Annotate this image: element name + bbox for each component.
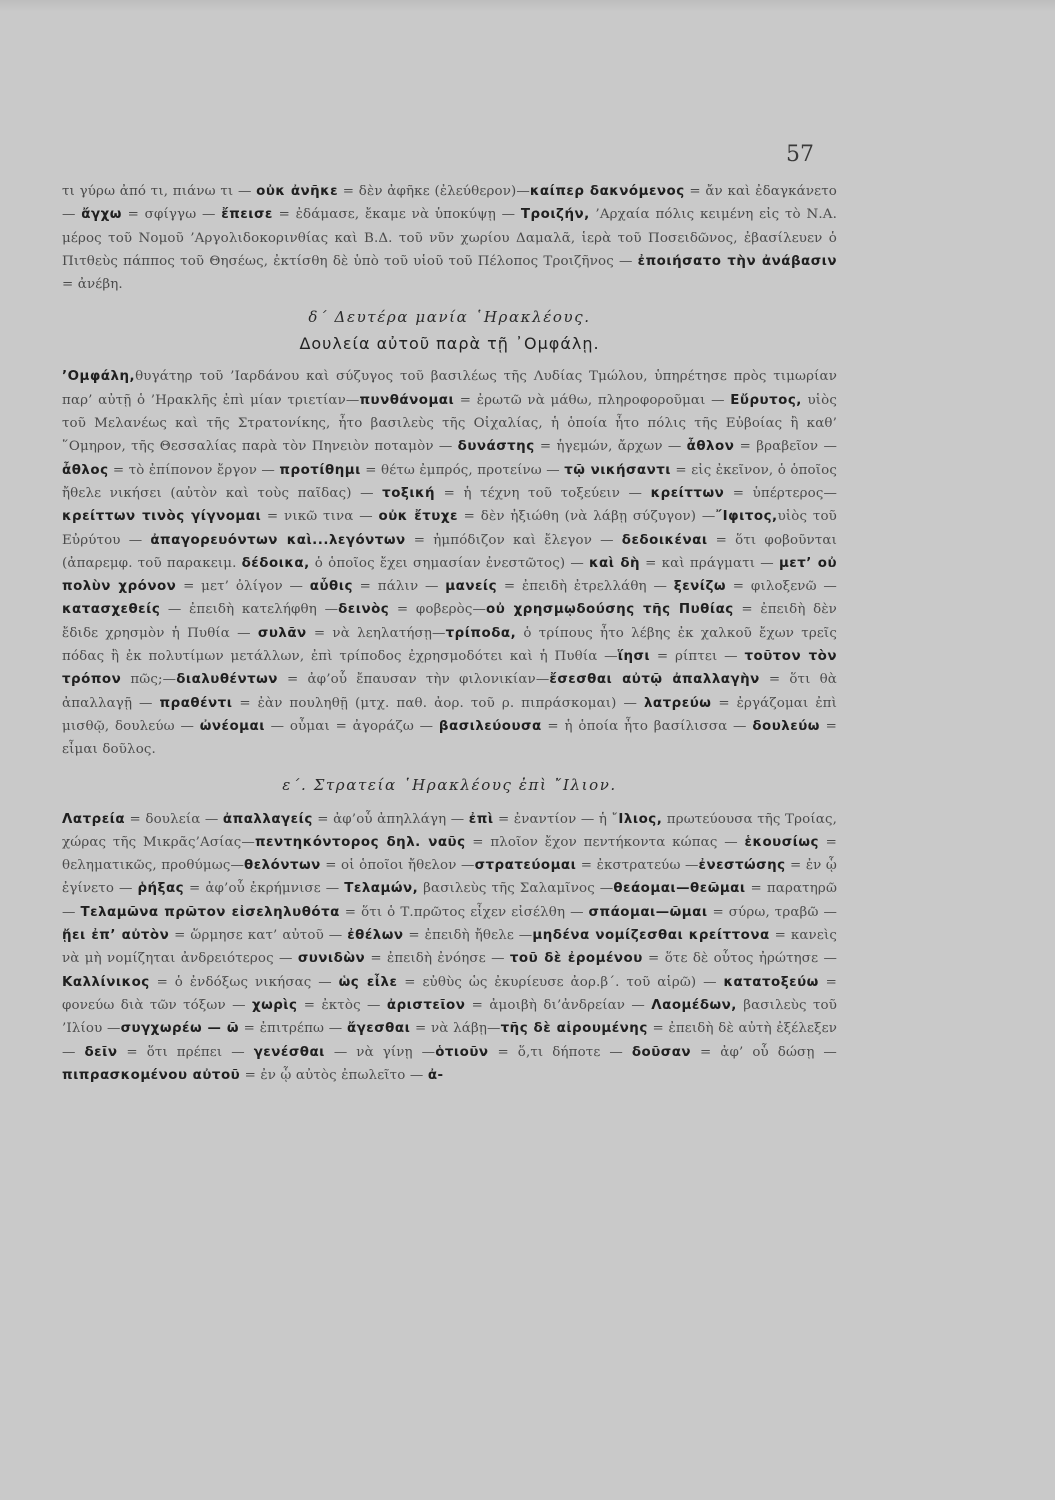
glossary-definition: = ἀφ’ οὗ δώσῃ — [691, 1044, 837, 1060]
glossary-definition: = ἐκστρατεύω — [576, 858, 699, 874]
glossary-term: Ιλιος, [618, 811, 663, 827]
glossary-definition: = ἐπειδὴ δὲν ἔδιδε χρησμὸν ἡ Πυθία — [62, 602, 837, 641]
glossary-term: συνιδὼν [297, 951, 366, 967]
glossary-definition: θυγάτηρ τοῦ ’Ιαρδάνου καὶ σύζυγος τοῦ βασιλέως τῆς Λυδίας Τμώλου, ὑπηρέτησε πρὸς τιμωρίαν παρ’ αὐτῇ ὁ ’Ηρακλῆς ἐπὶ μίαν τριετίαν— [62, 369, 837, 408]
glossary-term: κρείττων τινὸς γίγνομαι [62, 509, 262, 525]
glossary-term: ἵησι [617, 649, 651, 665]
glossary-definition: πῶς;— [121, 672, 177, 688]
glossary-definition: = δὲν ἠξιώθη (νὰ λάβῃ σύζυγον) — [457, 509, 716, 525]
glossary-definition: = σύρω, τραβῶ — [707, 904, 837, 920]
glossary-term: μανείς [445, 579, 498, 595]
glossary-definition: = ἀφ’οὗ ἔπαυσαν τὴν φιλονικίαν— [277, 672, 550, 688]
glossary-term: καὶ δὴ [589, 555, 641, 571]
glossary-term: Τελαμῶνα πρῶτον εἰσεληλυθότα [80, 904, 340, 920]
glossary-term: Καλλίνικος [62, 974, 150, 990]
glossary-term: ἆθλος [62, 462, 109, 478]
glossary-term: οὐκ ἔτυχε [378, 509, 458, 525]
glossary-term: στρατεύομαι [474, 858, 577, 874]
glossary-term: οὐκ ἀνῆκε [256, 184, 339, 199]
glossary-term: ἀπαγορευόντων καὶ...λεγόντων [150, 532, 406, 548]
glossary-definition: βασιλεὺς τοῦ ’Ιλίου — [62, 997, 838, 1037]
glossary-definition: = ἐν ᾧ ἐγίνετο — [62, 858, 837, 897]
glossary-definition: = βραβεῖον — [734, 439, 837, 455]
glossary-definition: = ἐν ᾧ αὐτὸς ἐπωλεῖτο — [240, 1067, 428, 1083]
glossary-term: ’Ομφάλη, [62, 369, 136, 385]
glossary-definition: = ἀμοιβὴ δι’ἀνδρείαν — [465, 997, 652, 1013]
glossary-definition: = θεληματικῶς, προθύμως— [62, 834, 838, 874]
glossary-term: Εὔρυτος, [730, 392, 802, 408]
glossary-definition: = ὅτι ὁ Τ.πρῶτος εἶχεν εἰσέλθη — [339, 904, 589, 920]
glossary-definition: = εἰς ἐκεῖνον, ὁ ὁποῖος ἤθελε νικήσει (αὐτὸν καὶ τοὺς παῖδας) — [62, 462, 838, 501]
page-number: 57 [786, 142, 814, 167]
glossary-term: χωρὶς [251, 997, 298, 1013]
glossary-term: ἀ- [427, 1067, 444, 1083]
glossary-term: πιπρασκομένου αὐτοῦ [62, 1067, 241, 1083]
glossary-definition: υἱὸς τοῦ Μελανέως καὶ τῆς Στρατονίκης, ἦτο βασιλεὺς τῆς Οἰχαλίας, ἡ ὁποία ἦτο πόλις τῆς Εὐβοίας ἢ καθ’ ῞Ομηρον, τῆς Θεσσαλίας παρὰ τὸν Πηνειὸν ποταμὸν — [62, 392, 838, 455]
glossary-term: δοῦσαν [631, 1044, 692, 1060]
glossary-term: γενέσθαι [253, 1044, 325, 1060]
glossary-definition: = δὲν ἀφῆκε (ἐλεύθερον)— [338, 184, 530, 199]
glossary-definition: — νὰ γίνῃ — [324, 1044, 436, 1060]
glossary-term: δυνάστης [457, 439, 535, 455]
glossary-text [62, 180, 837, 1087]
glossary-definition: = ἐρωτῶ νὰ μάθω, πληροφοροῦμαι — [454, 392, 731, 408]
glossary-term: ῎Ιφιτος, [715, 509, 778, 525]
glossary-definition: υἱὸς τοῦ Εὐρύτου — [62, 509, 837, 548]
glossary-definition: = ἐπειδὴ δὲ αὐτὴ ἐξέλεξεν — [62, 1021, 837, 1060]
glossary-term: σπάομαι—ῶμαι [588, 904, 708, 920]
glossary-definition: = φοβερὸς— [389, 602, 487, 618]
glossary-term: ἐνεστώσης [698, 858, 786, 874]
glossary-definition: = νικῶ τινα — [261, 509, 379, 525]
section-heading-italic: ε΄. Στρατεία ῾Ηρακλέους ἐπὶ ῎Ιλιον. [282, 775, 617, 794]
glossary-definition: = ἐκτὸς — [297, 997, 387, 1013]
glossary-term: λατρεύω [643, 695, 712, 711]
glossary-term: ἆθλον [686, 439, 735, 455]
glossary-term: πεντηκόντορος δηλ. ναῦς [254, 834, 466, 850]
glossary-term: Τελαμών, [344, 881, 419, 897]
glossary-term: ἀριστεῖον [386, 997, 466, 1013]
glossary-definition: = ἐργάζομαι ἐπὶ μισθῷ, δουλεύω — [62, 695, 837, 734]
glossary-term: θεάομαι—θεῶμαι [613, 881, 746, 897]
glossary-definition: = ἡ τέχνη τοῦ τοξεύειν — [435, 485, 651, 501]
glossary-definition: = τὸ ἐπίπονον ἔργον — [108, 462, 280, 478]
glossary-definition: = θέτω ἐμπρός, προτείνω — [360, 462, 565, 478]
glossary-term: τοῦ δὲ ἐρομένου [509, 951, 643, 967]
paragraph-ilion [62, 808, 837, 1088]
glossary-definition: = ἀφ’οὗ ἀπηλλάγη — [312, 811, 469, 827]
glossary-term: ἐπὶ [468, 811, 494, 827]
glossary-term: πραθέντι [159, 695, 233, 711]
glossary-definition: = οἱ ὁποῖοι ἤθελον — [320, 858, 475, 874]
glossary-definition: = φονεύω διὰ τῶν τόξων — [62, 974, 837, 1013]
glossary-term: ἐποιήσατο τὴν ἀνάβασιν [637, 253, 838, 269]
glossary-definition: = ἐπιτρέπω — [239, 1021, 347, 1037]
glossary-term: συγχωρέω — ῶ [120, 1021, 240, 1037]
glossary-definition: = ἐναντίον — ἡ ῎ [493, 811, 619, 827]
glossary-term: ὁτιοῦν [435, 1044, 489, 1060]
glossary-definition: = ἡ ὁποία ἦτο βασίλισσα — [541, 718, 753, 734]
paragraph-continuation [62, 180, 837, 296]
glossary-term: δεινὸς [338, 602, 390, 618]
glossary-definition: = ἐπειδὴ ἤθελε — [403, 928, 533, 944]
glossary-term: ἐθέλων [347, 928, 404, 944]
glossary-definition: = παρατηρῶ— [62, 881, 838, 920]
glossary-term: καίπερ δακνόμενος [529, 184, 685, 199]
glossary-definition: = καὶ πράγματι — [640, 555, 779, 571]
glossary-term: προτίθημι [279, 462, 361, 478]
glossary-definition: ὁ τρίπους ἦτο λέβης ἐκ χαλκοῦ ἔχων τρεῖς πόδας ἢ ἐκ πολυτίμων μετάλλων, ἐπὶ τρίποδος ἐχρησμοδότει καὶ ἡ Πυθία — [62, 625, 837, 665]
glossary-definition: = ἐπειδὴ ἐνόησε — [365, 951, 510, 967]
glossary-term: τῆς δὲ αἱρουμένης [500, 1021, 648, 1037]
glossary-definition: βασιλεὺς τῆς Σαλαμῖνος — [418, 881, 614, 897]
glossary-definition: = ὅτε δὲ οὗτος ἠρώτησε — [642, 951, 837, 967]
glossary-term: ξενίζω [673, 579, 727, 595]
glossary-definition: = εὐθὺς ὡς ἐκυρίευσε ἀορ.β΄. τοῦ αἱρῶ) — [397, 974, 724, 990]
glossary-definition: — ἐπειδὴ κατελήφθη — [160, 602, 339, 618]
glossary-term: κατατοξεύω [723, 974, 819, 990]
glossary-term: τοξική [382, 485, 436, 501]
glossary-term: αὖθις [309, 579, 353, 595]
glossary-term: ᾔει ἐπ’ αὐτὸν [62, 928, 170, 944]
glossary-definition: ’Αρχαία πόλις κειμένη εἰς τὸ Ν.Α. μέρος τοῦ Νομοῦ ’Αργολιδοκορινθίας καὶ Β.Δ. τοῦ νῦν χωρίου Δαμαλᾶ, ἱερὰ τοῦ Ποσειδῶνος, ἐβασίλευεν ὁ Πιτθεὺς πάππος τοῦ Θησέως, ἐκτίσθη δὲ ὑπὸ τοῦ υἱοῦ τοῦ Πέλοπος Τροιζῆνος — [62, 207, 837, 269]
glossary-definition: — οὖμαι = ἀγοράζω — [264, 718, 439, 734]
glossary-definition: = νὰ λεηλατήσῃ— [306, 625, 446, 641]
glossary-term: θελόντων [244, 858, 321, 874]
glossary-term: ὠνέομαι [199, 718, 265, 734]
glossary-term: ὡς εἶλε [338, 974, 398, 990]
glossary-term: δέδοικα, [241, 555, 310, 571]
glossary-definition: = ὥρμησε κατ’ αὐτοῦ — [169, 928, 348, 944]
glossary-definition: = κανεὶς νὰ μὴ νομίζηται ἀνδρειότερος — [62, 928, 837, 967]
glossary-definition: = φιλοξενῶ — [726, 579, 837, 595]
glossary-definition: = ἄν καὶ ἐδαγκάνετο — [62, 184, 837, 223]
glossary-term: Λατρεία [62, 811, 126, 827]
section-heading: Δουλεία αὐτοῦ παρὰ τῇ ᾿Ομφάλῃ. [299, 334, 600, 354]
glossary-definition: = ὅ,τι δήποτε — [488, 1044, 632, 1060]
glossary-definition: = εἶμαι δοῦλος. [62, 718, 837, 758]
glossary-definition: = ἠμπόδιζον καὶ ἔλεγον — [405, 532, 622, 548]
glossary-term: ἑκουσίως [744, 834, 819, 850]
glossary-term: βασιλεύουσα [438, 718, 542, 734]
glossary-definition: ὁ ὁποῖος ἔχει σημασίαν ἐνεστῶτος) — [309, 555, 590, 571]
glossary-definition: = ἐπειδὴ ἐτρελλάθη — [497, 579, 674, 595]
glossary-term: Τροιζήν, [520, 207, 590, 223]
glossary-definition: = ἀφ’οὗ ἐκρήμνισε — [184, 881, 345, 897]
glossary-term: τοῦτον τὸν τρόπον [62, 649, 837, 688]
glossary-term: ἄγχω [81, 207, 122, 223]
glossary-term: ῥήξας [137, 881, 185, 897]
glossary-definition: τι γύρω ἀπό τι, πιάνω τι — [62, 184, 257, 199]
glossary-term: μηδένα νομίζεσθαι κρείττονα [532, 928, 770, 944]
glossary-term: κατασχεθείς [62, 602, 161, 618]
section-heading-italic: δ΄ Δευτέρα μανία ῾Ηρακλέους. [308, 308, 591, 327]
glossary-definition: πρωτεύουσα τῆς Τροίας, χώρας τῆς Μικρᾶς’Ασίας— [62, 811, 838, 850]
glossary-definition: = ρίπτει — [650, 649, 745, 665]
glossary-definition: = μετ’ ὀλίγον — [176, 579, 310, 595]
glossary-term: συλᾶν [257, 625, 307, 641]
paragraph-omphale [62, 365, 837, 761]
page-top-edge [0, 0, 1055, 12]
glossary-term: ἄγεσθαι [346, 1021, 411, 1037]
glossary-term: δεῖν [84, 1044, 118, 1060]
glossary-definition: = ὅτι πρέπει — [117, 1044, 254, 1060]
glossary-term: μετ’ οὐ πολὺν χρόνον [62, 555, 837, 595]
glossary-definition: = πλοῖον ἔχον πεντήκοντα κώπας — [465, 834, 745, 850]
glossary-definition: = ἐδάμασε, ἔκαμε νὰ ὑποκύψῃ — [272, 207, 521, 223]
glossary-term: οὐ χρησμῳδούσης τῆς Πυθίας [486, 602, 734, 618]
glossary-term: πυνθάνομαι [359, 392, 455, 408]
glossary-term: δουλεύω [752, 718, 820, 734]
glossary-definition: = ὅτι θὰ ἀπαλλαγῇ — [62, 672, 837, 711]
glossary-definition: = ὅτι φοβοῦνται (ἀπαρεμφ. τοῦ παρακειμ. [62, 532, 838, 571]
glossary-definition: = νὰ λάβῃ— [410, 1021, 501, 1037]
glossary-definition: = ἡγεμών, ἄρχων — [534, 439, 687, 455]
glossary-term: τρίποδα, [445, 625, 517, 641]
glossary-term: Λαομέδων, [651, 997, 737, 1013]
glossary-term: ἔσεσθαι αὐτῷ ἀπαλλαγὴν [549, 672, 760, 688]
glossary-definition: = ἐὰν πουληθῇ (μτχ. παθ. ἀορ. τοῦ ρ. πιπράσκομαι) — [232, 695, 644, 711]
glossary-definition: = ὁ ἐνδόξως νικήσας — [149, 974, 339, 990]
glossary-definition: = ὑπέρτερος— [724, 485, 838, 501]
glossary-definition: = σφίγγω — [121, 207, 222, 223]
glossary-definition: = δουλεία — [125, 811, 223, 827]
glossary-term: διαλυθέντων [176, 672, 278, 688]
glossary-term: δεδοικέναι [621, 532, 708, 548]
glossary-term: τῷ νικήσαντι [564, 462, 671, 478]
glossary-term: ἔπεισε [221, 207, 273, 223]
glossary-definition: = πάλιν — [352, 579, 446, 595]
glossary-term: κρείττων [650, 485, 725, 501]
glossary-term: ἀπαλλαγείς [222, 811, 313, 827]
glossary-definition: = ἀνέβη. [62, 277, 123, 293]
